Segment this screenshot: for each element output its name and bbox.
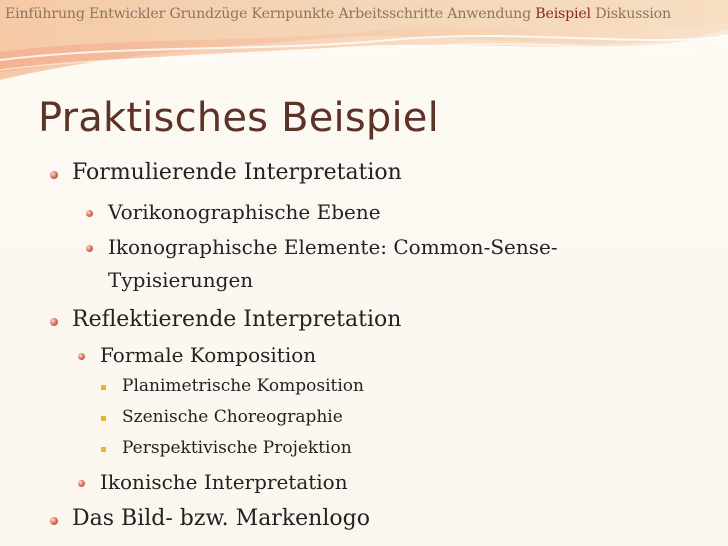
bullet-text-level3: Szenische Choreographie xyxy=(122,407,343,427)
round-bullet-icon xyxy=(78,480,85,487)
round-bullet-icon xyxy=(86,210,93,217)
bullet-text-level3: Planimetrische Komposition xyxy=(122,376,364,396)
nav-item-diskussion[interactable]: Diskussion xyxy=(595,6,671,22)
square-bullet-icon xyxy=(101,447,106,452)
bullet-text-level2: Ikonographische Elemente: Common-Sense- xyxy=(108,235,558,259)
bullet-text-level1: Formulierende Interpretation xyxy=(72,160,402,185)
bullet-text-level2: Typisierungen xyxy=(108,268,254,292)
bullet-text-level1: Das Bild- bzw. Markenlogo xyxy=(72,506,370,531)
bullet-text-level2: Ikonische Interpretation xyxy=(100,470,348,494)
nav-item-arbeitsschritte[interactable]: Arbeitsschritte xyxy=(338,6,443,22)
slide-title: Praktisches Beispiel xyxy=(38,95,439,141)
nav-item-kernpunkte[interactable]: Kernpunkte xyxy=(251,6,335,22)
section-navigation xyxy=(5,6,723,22)
round-bullet-icon xyxy=(78,353,85,360)
nav-item-anwendung[interactable]: Anwendung xyxy=(447,6,531,22)
square-bullet-icon xyxy=(101,416,106,421)
round-bullet-icon xyxy=(50,318,58,326)
round-bullet-icon xyxy=(86,245,93,252)
nav-item-einführung[interactable]: Einführung xyxy=(5,6,85,22)
bullet-text-level2: Formale Komposition xyxy=(100,343,317,367)
bullet-text-level3: Perspektivische Projektion xyxy=(122,438,352,458)
nav-item-entwickler[interactable]: Entwickler xyxy=(89,6,166,22)
nav-item-beispiel[interactable]: Beispiel xyxy=(535,6,591,22)
square-bullet-icon xyxy=(101,385,106,390)
nav-item-grundzüge[interactable]: Grundzüge xyxy=(169,6,248,22)
bullet-text-level1: Reflektierende Interpretation xyxy=(72,307,402,332)
round-bullet-icon xyxy=(50,171,58,179)
bullet-text-level2: Vorikonographische Ebene xyxy=(108,200,381,224)
round-bullet-icon xyxy=(50,517,58,525)
